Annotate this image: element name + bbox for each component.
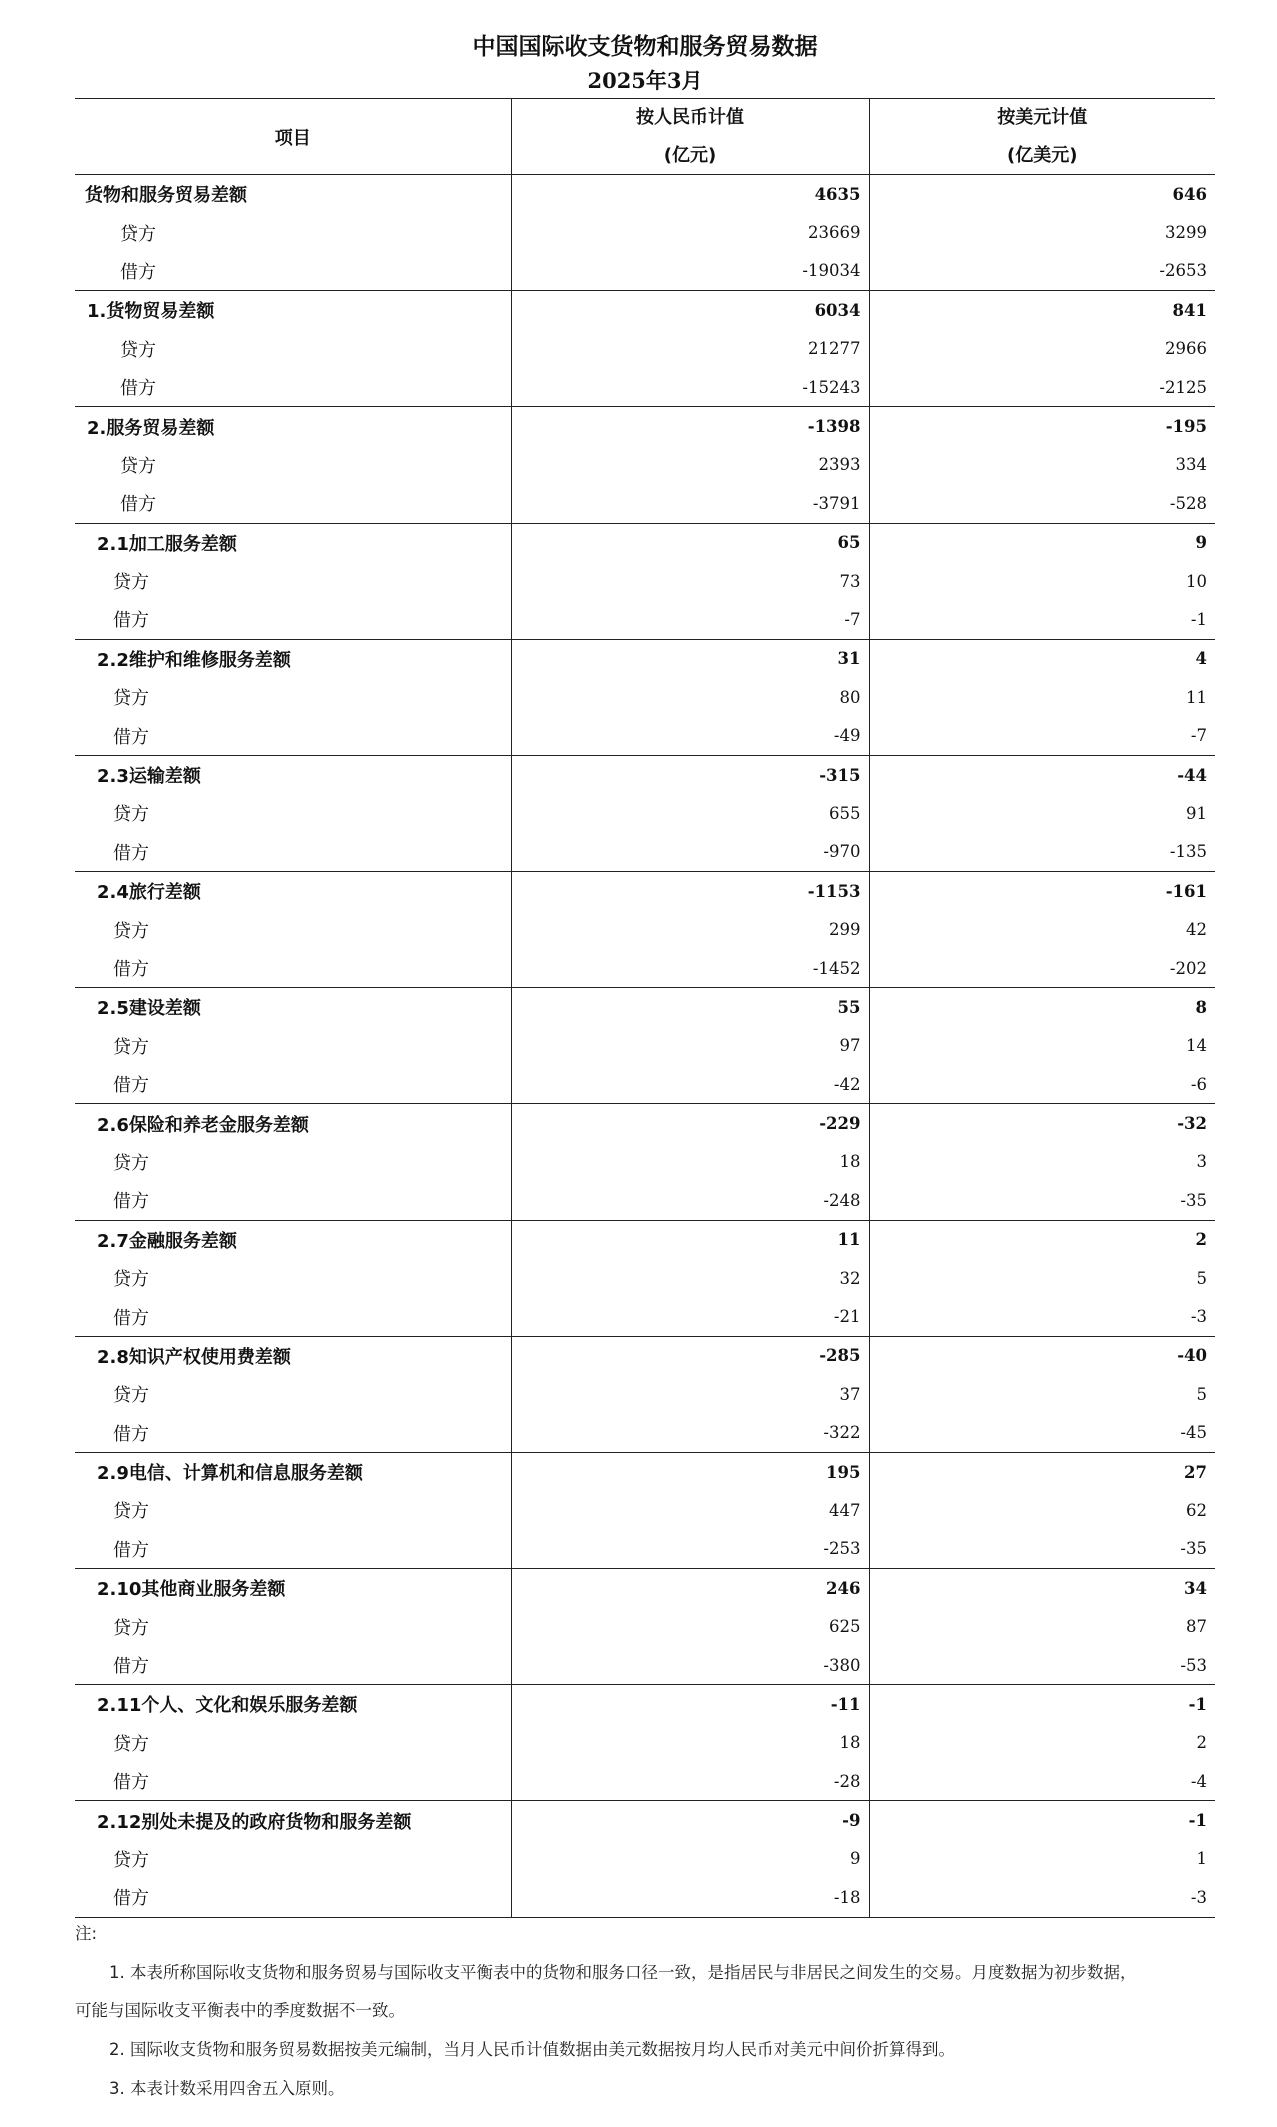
table-row xyxy=(75,910,1215,948)
table-row xyxy=(75,1607,1215,1645)
credit-label: 贷方 xyxy=(120,223,156,245)
item-name: 货物和服务贸易差额 xyxy=(85,185,247,207)
rmb-value: -380 xyxy=(511,1646,869,1685)
note-1: 1. 本表所称国际收支货物和服务贸易与国际收支平衡表中的货物和服务口径一致，是指居民与非居民之间发生的交易。月度数据为初步数据， xyxy=(109,1962,1137,1982)
usd-value: -35 xyxy=(869,1530,1215,1569)
table-row xyxy=(75,291,1215,330)
rmb-value: -248 xyxy=(511,1181,869,1220)
table-row xyxy=(75,833,1215,872)
page-subtitle: 2025年3月 xyxy=(587,68,703,93)
usd-value: -40 xyxy=(869,1336,1215,1375)
usd-value: -7 xyxy=(869,716,1215,755)
debit-label: 借方 xyxy=(75,1530,511,1569)
table-row xyxy=(75,988,1215,1027)
usd-value: 2 xyxy=(869,1724,1215,1762)
usd-value: 27 xyxy=(869,1452,1215,1491)
usd-value: 2 xyxy=(869,1220,1215,1259)
credit-label: 贷方 xyxy=(113,572,149,594)
rmb-value: 9 xyxy=(511,1840,869,1878)
table-row xyxy=(75,1646,1215,1685)
debit-label: 借方 xyxy=(75,1181,511,1220)
rmb-value: 80 xyxy=(511,678,869,716)
table-row xyxy=(75,1297,1215,1336)
table-row xyxy=(75,407,1215,446)
item-name: 2.9电信、计算机和信息服务差额 xyxy=(97,1463,363,1485)
table-row xyxy=(75,600,1215,639)
notes-section xyxy=(75,1915,1215,2109)
usd-value: 1 xyxy=(869,1840,1215,1878)
table-row xyxy=(75,1569,1215,1608)
rmb-value: 18 xyxy=(511,1724,869,1762)
usd-value: -528 xyxy=(869,484,1215,523)
usd-value: 646 xyxy=(869,175,1215,214)
rmb-value: 4635 xyxy=(511,175,869,214)
usd-value: 334 xyxy=(869,446,1215,484)
item-name: 2.3运输差额 xyxy=(97,766,201,788)
item-name: 2.1加工服务差额 xyxy=(97,533,237,555)
credit-label: 贷方 xyxy=(113,1036,149,1058)
usd-value: -53 xyxy=(869,1646,1215,1685)
credit-label: 贷方 xyxy=(113,1617,149,1639)
rmb-value: 97 xyxy=(511,1027,869,1065)
rmb-value: -15243 xyxy=(511,368,869,407)
debit-label: 借方 xyxy=(75,1762,511,1801)
rmb-value: -315 xyxy=(511,755,869,794)
rmb-value: -3791 xyxy=(511,484,869,523)
usd-value: 42 xyxy=(869,910,1215,948)
credit-label: 贷方 xyxy=(113,1501,149,1523)
usd-value: -1 xyxy=(869,600,1215,639)
item-name: 2.4旅行差额 xyxy=(97,882,201,904)
item-name: 2.10其他商业服务差额 xyxy=(97,1579,286,1601)
usd-value: -45 xyxy=(869,1414,1215,1453)
usd-value: -161 xyxy=(869,872,1215,911)
table-row xyxy=(75,1530,1215,1569)
usd-value: -1 xyxy=(869,1801,1215,1840)
debit-label: 借方 xyxy=(75,484,511,523)
header-rmb-title: 按人民币计值 xyxy=(636,107,744,128)
debit-label: 借方 xyxy=(75,1878,511,1917)
rmb-value: -1398 xyxy=(511,407,869,446)
rmb-value: 32 xyxy=(511,1259,869,1297)
rmb-value: -9 xyxy=(511,1801,869,1840)
table-row xyxy=(75,1452,1215,1491)
header-usd xyxy=(869,99,1215,175)
header-rmb xyxy=(511,99,869,175)
table-row xyxy=(75,1762,1215,1801)
table-row xyxy=(75,949,1215,988)
table-row xyxy=(75,1259,1215,1297)
notes-label: 注: xyxy=(75,1924,98,1943)
rmb-value: -21 xyxy=(511,1297,869,1336)
table-row xyxy=(75,1104,1215,1143)
table-row xyxy=(75,1414,1215,1453)
table-row xyxy=(75,213,1215,251)
rmb-value: -970 xyxy=(511,833,869,872)
item-name: 2.8知识产权使用费差额 xyxy=(97,1346,291,1368)
rmb-value: 55 xyxy=(511,988,869,1027)
rmb-value: -285 xyxy=(511,1336,869,1375)
table-row xyxy=(75,1336,1215,1375)
table-row xyxy=(75,446,1215,484)
rmb-value: 6034 xyxy=(511,291,869,330)
item-name: 2.服务贸易差额 xyxy=(87,417,215,439)
usd-value: 4 xyxy=(869,639,1215,678)
rmb-value: -42 xyxy=(511,1065,869,1104)
usd-value: -135 xyxy=(869,833,1215,872)
credit-label: 贷方 xyxy=(113,920,149,942)
usd-value: 9 xyxy=(869,523,1215,562)
table-row xyxy=(75,1065,1215,1104)
rmb-value: 447 xyxy=(511,1491,869,1529)
note-2: 2. 国际收支货物和服务贸易数据按美元编制，当月人民币计值数据由美元数据按月均人民币对美元中间价折算得到。 xyxy=(109,2040,955,2060)
item-name: 2.7金融服务差额 xyxy=(97,1230,237,1252)
usd-value: 3 xyxy=(869,1143,1215,1181)
rmb-value: -18 xyxy=(511,1878,869,1917)
usd-value: -6 xyxy=(869,1065,1215,1104)
table-row xyxy=(75,252,1215,291)
table-row xyxy=(75,1685,1215,1724)
usd-value: -2653 xyxy=(869,252,1215,291)
credit-label: 贷方 xyxy=(113,688,149,710)
rmb-value: 195 xyxy=(511,1452,869,1491)
rmb-value: -1452 xyxy=(511,949,869,988)
debit-label: 借方 xyxy=(75,1646,511,1685)
rmb-value: -28 xyxy=(511,1762,869,1801)
table-row xyxy=(75,1375,1215,1413)
usd-value: -202 xyxy=(869,949,1215,988)
credit-label: 贷方 xyxy=(113,1269,149,1291)
table-row xyxy=(75,794,1215,832)
item-name: 2.12别处未提及的政府货物和服务差额 xyxy=(97,1811,412,1833)
credit-label: 贷方 xyxy=(113,1152,149,1174)
usd-value: 91 xyxy=(869,794,1215,832)
table-row xyxy=(75,1878,1215,1917)
table-row xyxy=(75,872,1215,911)
rmb-value: -19034 xyxy=(511,252,869,291)
page-title: 中国国际收支货物和服务贸易数据 xyxy=(472,34,818,60)
table-row xyxy=(75,484,1215,523)
rmb-value: 21277 xyxy=(511,330,869,368)
rmb-value: -229 xyxy=(511,1104,869,1143)
usd-value: 8 xyxy=(869,988,1215,1027)
rmb-value: -322 xyxy=(511,1414,869,1453)
usd-value: -44 xyxy=(869,755,1215,794)
credit-label: 贷方 xyxy=(113,1849,149,1871)
item-name: 2.5建设差额 xyxy=(97,998,201,1020)
table-row xyxy=(75,755,1215,794)
table-row xyxy=(75,1801,1215,1840)
table-row xyxy=(75,175,1215,214)
credit-label: 贷方 xyxy=(120,339,156,361)
header-item: 项目 xyxy=(75,99,511,175)
usd-value: 14 xyxy=(869,1027,1215,1065)
item-name: 1.货物贸易差额 xyxy=(87,301,215,323)
rmb-value: 31 xyxy=(511,639,869,678)
rmb-value: 18 xyxy=(511,1143,869,1181)
rmb-value: 11 xyxy=(511,1220,869,1259)
usd-value: 2966 xyxy=(869,330,1215,368)
usd-value: 87 xyxy=(869,1607,1215,1645)
item-name: 2.2维护和维修服务差额 xyxy=(97,649,291,671)
table-row xyxy=(75,330,1215,368)
table-row xyxy=(75,523,1215,562)
table-row xyxy=(75,1027,1215,1065)
rmb-value: -49 xyxy=(511,716,869,755)
table-body xyxy=(75,175,1215,1918)
rmb-value: -1153 xyxy=(511,872,869,911)
debit-label: 借方 xyxy=(75,368,511,407)
usd-value: -4 xyxy=(869,1762,1215,1801)
usd-value: 3299 xyxy=(869,213,1215,251)
debit-label: 借方 xyxy=(75,252,511,291)
usd-value: -195 xyxy=(869,407,1215,446)
rmb-value: -11 xyxy=(511,1685,869,1724)
table-row xyxy=(75,639,1215,678)
rmb-value: 625 xyxy=(511,1607,869,1645)
rmb-value: 37 xyxy=(511,1375,869,1413)
debit-label: 借方 xyxy=(75,1297,511,1336)
usd-value: -35 xyxy=(869,1181,1215,1220)
header-usd-unit: (亿美元) xyxy=(1007,144,1078,166)
item-name: 2.11个人、文化和娱乐服务差额 xyxy=(97,1695,358,1717)
usd-value: -3 xyxy=(869,1878,1215,1917)
table-row xyxy=(75,1840,1215,1878)
usd-value: 11 xyxy=(869,678,1215,716)
debit-label: 借方 xyxy=(75,1065,511,1104)
table-row xyxy=(75,1724,1215,1762)
table-row xyxy=(75,562,1215,600)
table-row xyxy=(75,678,1215,716)
header-rmb-unit: (亿元) xyxy=(663,144,717,166)
trade-data-table xyxy=(75,98,1215,1918)
rmb-value: 246 xyxy=(511,1569,869,1608)
debit-label: 借方 xyxy=(75,833,511,872)
usd-value: -1 xyxy=(869,1685,1215,1724)
table-row xyxy=(75,1181,1215,1220)
note-3: 3. 本表计数采用四舍五入原则。 xyxy=(109,2078,345,2098)
usd-value: 34 xyxy=(869,1569,1215,1608)
usd-value: -2125 xyxy=(869,368,1215,407)
usd-value: 62 xyxy=(869,1491,1215,1529)
item-name: 2.6保险和养老金服务差额 xyxy=(97,1114,309,1136)
table-row xyxy=(75,1220,1215,1259)
usd-value: -32 xyxy=(869,1104,1215,1143)
rmb-value: 655 xyxy=(511,794,869,832)
usd-value: 5 xyxy=(869,1375,1215,1413)
note-1-continued: 可能与国际收支平衡表中的季度数据不一致。 xyxy=(75,2001,405,2021)
table-row xyxy=(75,368,1215,407)
credit-label: 贷方 xyxy=(113,804,149,826)
rmb-value: 73 xyxy=(511,562,869,600)
rmb-value: -253 xyxy=(511,1530,869,1569)
table-row xyxy=(75,1491,1215,1529)
header-usd-title: 按美元计值 xyxy=(997,107,1088,128)
table-header xyxy=(75,99,1215,175)
credit-label: 贷方 xyxy=(113,1733,149,1755)
table-row xyxy=(75,1143,1215,1181)
rmb-value: 299 xyxy=(511,910,869,948)
credit-label: 贷方 xyxy=(113,1385,149,1407)
rmb-value: 2393 xyxy=(511,446,869,484)
rmb-value: 23669 xyxy=(511,213,869,251)
debit-label: 借方 xyxy=(75,1414,511,1453)
debit-label: 借方 xyxy=(75,949,511,988)
debit-label: 借方 xyxy=(75,716,511,755)
usd-value: 10 xyxy=(869,562,1215,600)
usd-value: 841 xyxy=(869,291,1215,330)
report-page xyxy=(75,30,1215,1918)
table-row xyxy=(75,716,1215,755)
rmb-value: -7 xyxy=(511,600,869,639)
credit-label: 贷方 xyxy=(120,455,156,477)
usd-value: 5 xyxy=(869,1259,1215,1297)
usd-value: -3 xyxy=(869,1297,1215,1336)
rmb-value: 65 xyxy=(511,523,869,562)
debit-label: 借方 xyxy=(75,600,511,639)
